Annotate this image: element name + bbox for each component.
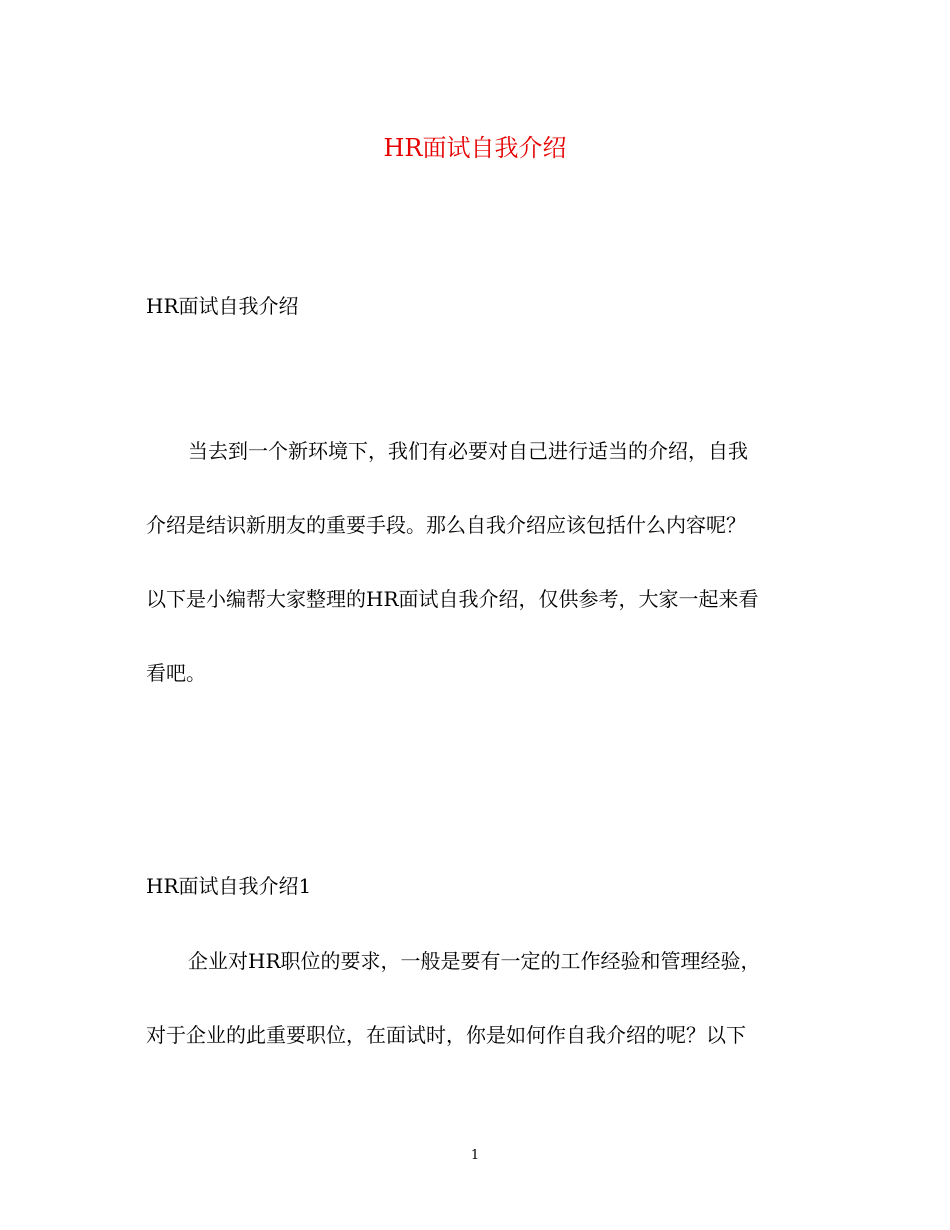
paragraph-line: 企业对HR职位的要求，一般是要有一定的工作经验和管理经验， — [188, 949, 761, 973]
paragraph-line: 看吧。 — [146, 661, 206, 685]
intro-paragraph — [146, 414, 806, 710]
paragraph-line: 介绍是结识新朋友的重要手段。那么自我介绍应该包括什么内容呢？ — [146, 513, 746, 537]
section-heading-intro: HR面试自我介绍 — [146, 294, 299, 318]
paragraph-line: 以下是小编帮大家整理的HR面试自我介绍，仅供参考，大家一起来看 — [146, 587, 759, 611]
section1-paragraph — [146, 924, 806, 1072]
paragraph-line: 当去到一个新环境下，我们有必要对自己进行适当的介绍，自我 — [188, 439, 748, 463]
section-heading-1: HR面试自我介绍1 — [146, 874, 312, 898]
paragraph-line: 对于企业的此重要职位，在面试时，你是如何作自我介绍的呢？以下 — [146, 1023, 746, 1047]
document-title: HR面试自我介绍 — [383, 134, 567, 162]
page-number: 1 — [470, 1148, 480, 1163]
